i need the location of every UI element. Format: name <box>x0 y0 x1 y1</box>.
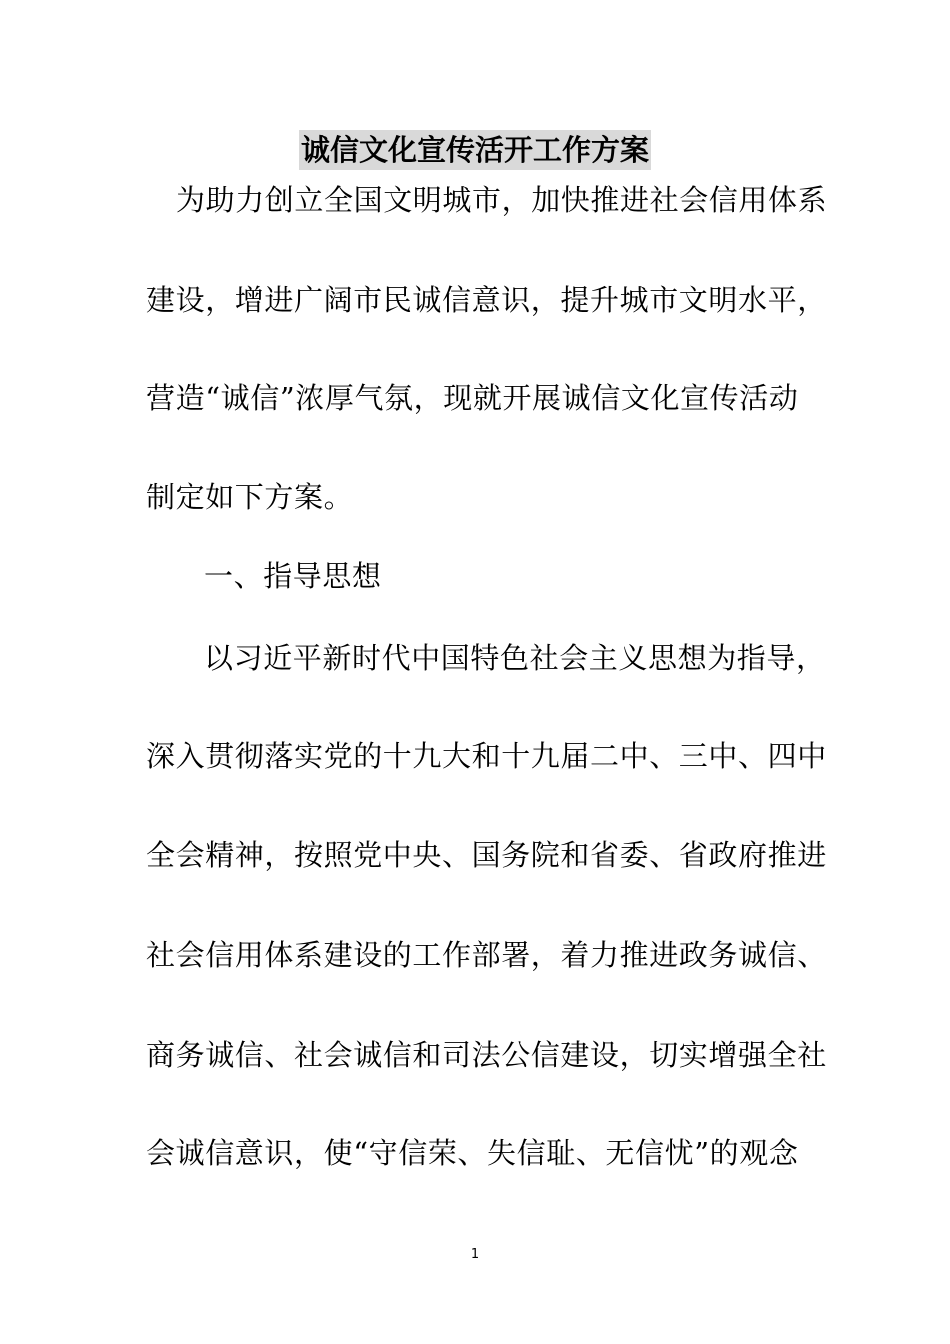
document-title: 诚信文化宣传活开工作方案 <box>299 130 651 170</box>
paragraph-line: 制定如下方案。 <box>146 480 354 514</box>
title-container <box>0 130 950 170</box>
paragraph-line: 以习近平新时代中国特色社会主义思想为指导， <box>204 641 826 675</box>
page-number: 1 <box>470 1247 480 1262</box>
paragraph-line: 建设，增进广阔市民诚信意识，提升城市文明水平， <box>146 283 827 317</box>
section-heading: 一、指导思想 <box>204 559 382 593</box>
paragraph-line: 深入贯彻落实党的十九大和十九届二中、三中、四中 <box>146 739 827 773</box>
paragraph-line: 全会精神，按照党中央、国务院和省委、省政府推进 <box>146 838 827 872</box>
paragraph-line: 为助力创立全国文明城市，加快推进社会信用体系 <box>176 183 828 217</box>
paragraph-line: 会诚信意识，使“守信荣、失信耻、无信忧”的观念 <box>146 1136 799 1170</box>
paragraph-line: 商务诚信、社会诚信和司法公信建设，切实增强全社 <box>146 1038 827 1072</box>
paragraph-line: 营造“诚信”浓厚气氛，现就开展诚信文化宣传活动 <box>146 381 799 415</box>
paragraph-line: 社会信用体系建设的工作部署，着力推进政务诚信、 <box>146 938 827 972</box>
